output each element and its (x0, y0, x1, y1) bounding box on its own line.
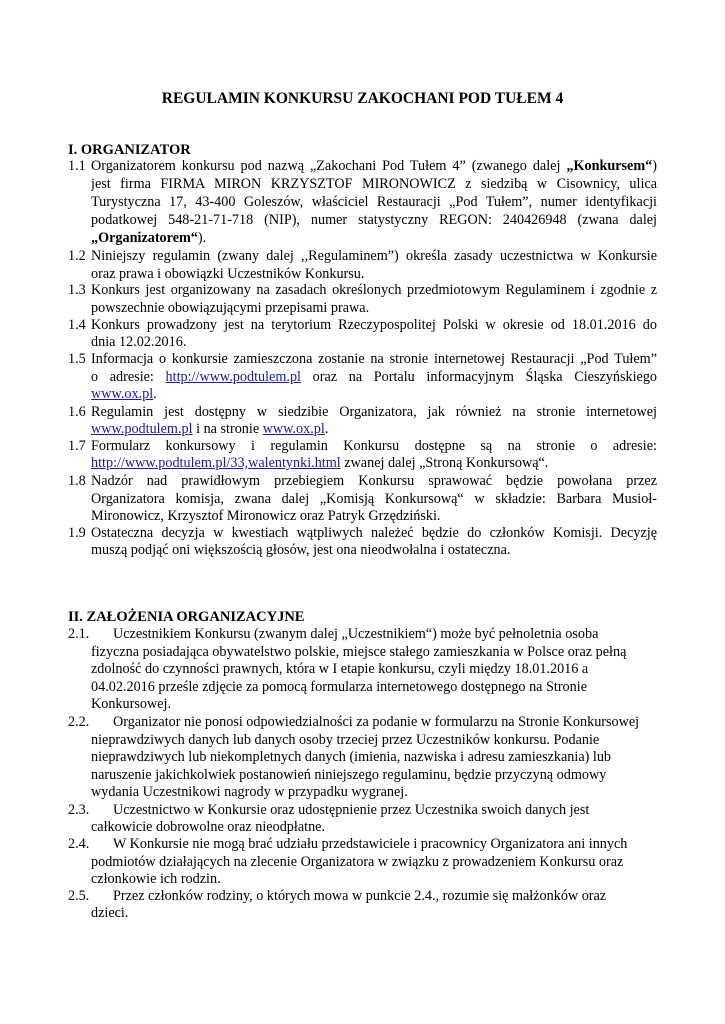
item-1-8-number: 1.8 (68, 473, 86, 489)
item-2-3-line-1: Uczestnictwo w Konkursie oraz udostępnienie przez Uczestnika swoich danych jest (113, 802, 590, 818)
item-1-3-number: 1.3 (68, 282, 86, 298)
item-1-4-line-2: dnia 12.02.2016. (91, 334, 187, 350)
item-1-1-line-2: jest firma FIRMA MIRON KRZYSZTOF MIRONOWICZ z siedzibą w Cisownicy, ulica (91, 176, 657, 192)
podtulem-url-link[interactable]: http://www.podtulem.pl (165, 369, 301, 385)
item-1-1-line-3: Turystyczna 17, 43-400 Goleszów, właściciel Restauracji „Pod Tułem”, numer identyfikacji (91, 194, 657, 210)
item-1-8-line-3: Mironowicz, Krzysztof Mironowicz oraz Patryk Grzędziński. (91, 508, 441, 524)
item-2-5-line-2: dzieci. (91, 905, 129, 921)
ox-pl-link[interactable]: www.ox.pl (91, 386, 154, 402)
item-2-1-line-3: zdolność do czynności prawnych, która w I etapie konkursu, czyli między 18.01.2016 a (91, 661, 589, 677)
item-1-2-line-2: oraz prawa i obowiązki Uczestników Konkursu. (91, 266, 365, 282)
item-2-2-number: 2.2. (68, 714, 90, 730)
item-1-5-number: 1.5 (68, 351, 86, 367)
item-2-1-line-5: Konkursowej. (91, 696, 171, 712)
item-1-6-number: 1.6 (68, 404, 86, 420)
item-2-2-line-2: nieprawdziwych danych lub danych osoby trzeciej przez Uczestników konkursu. Podanie (91, 732, 600, 748)
item-1-1-line-1: Organizatorem konkursu pod nazwą „Zakochani Pod Tułem 4” (zwanego dalej „Konkursem“) (91, 158, 657, 174)
item-1-3-line-1: Konkurs jest organizowany na zasadach określonych przedmiotowym Regulaminem i zgodnie z (91, 282, 657, 298)
item-2-3-number: 2.3. (68, 802, 90, 818)
item-1-9-line-2: muszą podjąć oni większością głosów, jest ona nieodwołalna i ostateczna. (91, 542, 511, 558)
walentynki-link[interactable]: http://www.podtulem.pl/33,walentynki.html (91, 455, 341, 471)
item-2-4-line-3: członkowie ich rodzin. (91, 871, 221, 887)
item-1-1-line-5: „Organizatorem“). (91, 230, 207, 246)
item-2-1-line-4: 04.02.2016 prześle zdjęcie za pomocą formularza internetowego dostępnego na Stronie (91, 679, 587, 695)
item-1-6-line-1: Regulamin jest dostępny w siedzibie Organizatora, jak również na stronie internetowej (91, 404, 657, 420)
document-title: REGULAMIN KONKURSU ZAKOCHANI POD TUŁEM 4 (161, 90, 564, 107)
item-1-8-line-1: Nadzór nad prawidłowym przebiegiem Konkursu sprawować będzie powołana przez (91, 473, 657, 489)
ox-pl-link-2[interactable]: www.ox.pl (262, 421, 325, 437)
item-2-5-line-1: Przez członków rodziny, o których mowa w punkcie 2.4., rozumie się małżonków oraz (113, 888, 607, 904)
item-1-1-line-4: podatkowej 548-21-71-718 (NIP), numer statystyczny REGON: 240426948 (zwana dalej (91, 212, 657, 228)
item-1-7-line-1: Formularz konkursowy i regulamin Konkursu dostępne są na stronie o adresie: (91, 438, 657, 454)
item-1-4-number: 1.4 (68, 317, 86, 333)
item-2-4-line-2: podmiotów działających na zlecenie Organizatora w związku z prowadzeniem Konkursu oraz (91, 854, 624, 870)
item-1-5-line-2: o adresie: http://www.podtulem.pl oraz na Portalu informacyjnym Śląska Cieszyńskiego (91, 369, 657, 385)
podtulem-link[interactable]: www.podtulem.pl (91, 421, 193, 437)
item-1-6-line-2: www.podtulem.pl i na stronie www.ox.pl. (91, 421, 329, 437)
item-2-2-line-3: nieprawdziwych lub niekompletnych danych (imienia, nazwiska i adresu zamieszkania) lub (91, 749, 612, 765)
item-1-2-number: 1.2 (68, 248, 86, 264)
item-2-1-line-2: fizyczna posiadająca obywatelstwo polskie, miejsce stałego zamieszkania w Polsce oraz pełną (91, 644, 627, 660)
item-1-1-number: 1.1 (68, 158, 86, 174)
item-1-5-line-3: www.ox.pl. (91, 386, 157, 402)
item-2-2-line-4: naruszenie jakichkolwiek postanowień niniejszego regulaminu, będzie przyczyną odmowy (91, 767, 607, 783)
item-2-2-line-1: Organizator nie ponosi odpowiedzialności za podanie w formularzu na Stronie Konkursowej (113, 714, 640, 730)
item-1-9-number: 1.9 (68, 525, 86, 541)
item-2-4-number: 2.4. (68, 836, 90, 852)
item-2-2-line-5: wydania Uczestnikowi nagrody w przypadku wygranej. (91, 784, 408, 800)
item-1-9-line-1: Ostateczna decyzja w kwestiach wątpliwych należeć będzie do członków Komisji. Decyzję (91, 525, 657, 541)
section-2-heading: II. ZAŁOŻENIA ORGANIZACYJNE (68, 609, 305, 625)
item-2-4-line-1: W Konkursie nie mogą brać udziału przedstawiciele i pracownicy Organizatora ani innych (113, 836, 628, 852)
item-1-4-line-1: Konkurs prowadzony jest na terytorium Rzeczypospolitej Polski w okresie od 18.01.2016 do (91, 317, 657, 333)
item-2-5-number: 2.5. (68, 888, 90, 904)
item-1-7-line-2: http://www.podtulem.pl/33,walentynki.html zwanej dalej „Stroną Konkursową“. (91, 455, 549, 471)
item-1-8-line-2: Organizatora komisja, zwana dalej „Komisją Konkursową“ w składzie: Barbara Musioł- (91, 491, 657, 507)
item-2-3-line-2: całkowicie dobrowolne oraz nieodpłatne. (91, 819, 326, 835)
item-1-5-line-1: Informacja o konkursie zamieszczona zostanie na stronie internetowej Restauracji „Pod Tułem” (91, 351, 657, 367)
item-2-1-number: 2.1. (68, 626, 90, 642)
item-1-3-line-2: powszechnie obowiązującymi przepisami prawa. (91, 300, 370, 316)
item-1-7-number: 1.7 (68, 438, 86, 454)
section-1-heading: I. ORGANIZATOR (68, 142, 191, 158)
item-2-1-line-1: Uczestnikiem Konkursu (zwanym dalej „Uczestnikiem“) może być pełnoletnia osoba (113, 626, 599, 642)
item-1-2-line-1: Niniejszy regulamin (zwany dalej ,,Regulaminem”) określa zasady uczestnictwa w Konkursie (91, 248, 657, 264)
